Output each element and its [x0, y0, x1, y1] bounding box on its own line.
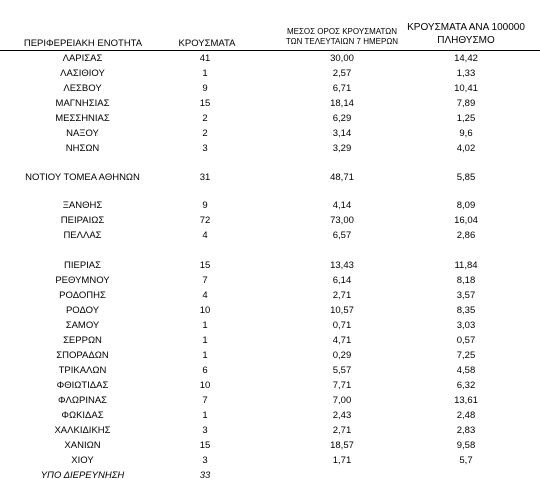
table-row — [0, 96, 540, 111]
cell-avg: 2,43 — [332, 410, 352, 421]
cell-region: ΦΩΚΙΔΑΣ — [61, 410, 104, 421]
cell-avg: 13,43 — [330, 260, 354, 271]
cell-cases: 15 — [199, 440, 211, 451]
cell-per-100k: 5,7 — [459, 455, 473, 466]
cell-region: ΦΘΙΩΤΙΔΑΣ — [56, 380, 109, 391]
cell-region: ΣΑΜΟΥ — [65, 320, 100, 331]
table-row — [0, 453, 540, 468]
cell-avg: 0,71 — [332, 320, 352, 331]
table-row — [0, 213, 540, 228]
cell-cases: 3 — [202, 455, 208, 466]
table-row — [0, 393, 540, 408]
table-row — [0, 273, 540, 288]
cell-per-100k: 8,09 — [456, 200, 476, 211]
table-row — [0, 126, 540, 141]
cell-region: ΧΙΟΥ — [71, 455, 94, 466]
header-cases: ΚΡΟΥΣΜΑΤΑ — [178, 38, 236, 49]
cell-cases: 72 — [199, 215, 211, 226]
cell-region: ΤΡΙΚΑΛΩΝ — [58, 365, 107, 376]
table-row — [0, 51, 540, 66]
cell-avg: 7,00 — [332, 395, 352, 406]
cell-avg: 4,71 — [332, 335, 352, 346]
cell-avg: 2,71 — [332, 290, 352, 301]
table-row — [0, 81, 540, 96]
cell-per-100k: 2,48 — [456, 410, 476, 421]
cell-cases: 6 — [202, 365, 208, 376]
cell-avg: 3,29 — [332, 143, 352, 154]
table-row — [0, 141, 540, 156]
cell-cases: 2 — [202, 113, 208, 124]
table-row — [0, 423, 540, 438]
cell-per-100k: 9,6 — [459, 128, 473, 139]
cell-region: ΦΛΩΡΙΝΑΣ — [57, 395, 108, 406]
cell-cases: 9 — [202, 200, 208, 211]
cell-cases: 15 — [199, 260, 211, 271]
cell-per-100k: 16,04 — [454, 215, 478, 226]
cell-avg: 3,14 — [332, 128, 352, 139]
cell-region: ΧΑΝΙΩΝ — [64, 440, 101, 451]
cell-per-100k: 4,02 — [456, 143, 476, 154]
header-avg-line2: ΤΩΝ ΤΕΛΕΥΤΑΙΩΝ 7 ΗΜΕΡΩΝ — [285, 37, 399, 46]
cell-avg: 6,14 — [332, 275, 352, 286]
table-row — [0, 408, 540, 423]
cell-per-100k: 14,42 — [454, 53, 478, 64]
cell-region: ΛΑΣΙΘΙΟΥ — [60, 68, 105, 79]
cell-avg: 6,29 — [332, 113, 352, 124]
cell-per-100k: 2,83 — [456, 425, 476, 436]
cell-per-100k: 1,25 — [456, 113, 476, 124]
table-row — [0, 198, 540, 213]
cell-per-100k: 3,03 — [456, 320, 476, 331]
cell-per-100k: 3,57 — [456, 290, 476, 301]
cell-avg: 2,71 — [332, 425, 352, 436]
cell-per-100k: 5,85 — [456, 172, 476, 183]
cell-avg: 48,71 — [330, 172, 354, 183]
cell-avg: 6,57 — [332, 230, 352, 241]
table-row — [0, 348, 540, 363]
table-row — [0, 378, 540, 393]
cell-cases: 1 — [202, 410, 208, 421]
cell-cases: 1 — [202, 320, 208, 331]
cell-per-100k: 7,89 — [456, 98, 476, 109]
cell-region: ΡΟΔΟΥ — [65, 305, 100, 316]
cell-cases: 15 — [199, 98, 211, 109]
cell-region: ΡΟΔΟΠΗΣ — [59, 290, 106, 301]
table-row — [0, 228, 540, 243]
cell-avg: 30,00 — [330, 53, 354, 64]
cell-cases: 41 — [199, 53, 211, 64]
cell-region: ΜΑΓΝΗΣΙΑΣ — [55, 98, 110, 109]
cell-per-100k: 1,33 — [456, 68, 476, 79]
cell-per-100k: 9,58 — [456, 440, 476, 451]
cell-cases: 1 — [202, 68, 208, 79]
cell-cases: 1 — [202, 350, 208, 361]
cell-region: ΝΗΣΩΝ — [65, 143, 100, 154]
header-avg-line1: ΜΕΣΟΣ ΟΡΟΣ ΚΡΟΥΣΜΑΤΩΝ — [286, 27, 398, 36]
cell-cases: 10 — [199, 305, 211, 316]
cell-avg: 18,14 — [330, 98, 354, 109]
cell-per-100k: 0,57 — [456, 335, 476, 346]
cell-region: ΝΟΤΙΟΥ ΤΟΜΕΑ ΑΘΗΝΩΝ — [25, 172, 140, 183]
cell-per-100k: 4,58 — [456, 365, 476, 376]
cell-avg: 18,57 — [330, 440, 354, 451]
cell-region: ΜΕΣΣΗΝΙΑΣ — [55, 113, 110, 124]
cell-region: ΡΕΘΥΜΝΟΥ — [55, 275, 110, 286]
table-row — [0, 170, 540, 185]
cell-avg: 1,71 — [332, 455, 352, 466]
table-row — [0, 363, 540, 378]
cell-avg: 7,71 — [332, 380, 352, 391]
header-per-100k — [400, 21, 532, 47]
cell-region: ΝΑΞΟΥ — [66, 128, 99, 139]
table-row — [0, 66, 540, 81]
table-row — [0, 318, 540, 333]
cell-cases: 3 — [202, 425, 208, 436]
cell-per-100k: 8,18 — [456, 275, 476, 286]
cell-region: ΠΕΙΡΑΙΩΣ — [60, 215, 105, 226]
cell-region: ΣΠΟΡΑΔΩΝ — [56, 350, 109, 361]
cell-per-100k: 2,86 — [456, 230, 476, 241]
header-per-line2: ΠΛΗΘΥΣΜΟ — [437, 35, 495, 46]
table-row — [0, 288, 540, 303]
cell-per-100k: 8,35 — [456, 305, 476, 316]
cell-per-100k: 6,32 — [456, 380, 476, 391]
cell-cases: 7 — [202, 275, 208, 286]
cell-avg: 0,29 — [332, 350, 352, 361]
table-row — [0, 258, 540, 273]
cell-per-100k: 13,61 — [454, 395, 478, 406]
header-per-line1: ΚΡΟΥΣΜΑΤΑ ΑΝΑ 100000 — [407, 22, 525, 33]
cell-cases: 7 — [202, 395, 208, 406]
cell-region: ΣΕΡΡΩΝ — [63, 335, 102, 346]
cell-cases: 33 — [199, 470, 211, 481]
header-region: ΠΕΡΙΦΕΡΕΙΑΚΗ ΕΝΟΤΗΤΑ — [23, 38, 143, 49]
cell-avg: 6,71 — [332, 83, 352, 94]
table-row — [0, 303, 540, 318]
cell-per-100k: 10,41 — [454, 83, 478, 94]
header-avg — [262, 27, 422, 47]
cell-avg: 10,57 — [330, 305, 354, 316]
table-row — [0, 438, 540, 453]
cell-region: ΠΙΕΡΙΑΣ — [63, 260, 102, 271]
cell-cases: 4 — [202, 230, 208, 241]
cell-region: ΠΕΛΛΑΣ — [63, 230, 102, 241]
table-row — [0, 111, 540, 126]
cell-cases: 31 — [199, 172, 211, 183]
cell-region: ΛΕΣΒΟΥ — [63, 83, 102, 94]
cell-avg: 2,57 — [332, 68, 352, 79]
cell-region: ΛΑΡΙΣΑΣ — [62, 53, 103, 64]
table-row — [0, 468, 540, 483]
cell-per-100k: 7,25 — [456, 350, 476, 361]
cell-cases: 2 — [202, 128, 208, 139]
cell-cases: 4 — [202, 290, 208, 301]
cell-cases: 1 — [202, 335, 208, 346]
cell-avg: 73,00 — [330, 215, 354, 226]
table-row — [0, 333, 540, 348]
cell-cases: 9 — [202, 83, 208, 94]
cell-region: ΥΠΟ ΔΙΕΡΕΥΝΗΣΗ — [40, 470, 125, 481]
cell-avg: 4,14 — [332, 200, 352, 211]
cell-region: ΧΑΛΚΙΔΙΚΗΣ — [54, 425, 111, 436]
cell-per-100k: 11,84 — [454, 260, 478, 271]
cell-cases: 3 — [202, 143, 208, 154]
cell-region: ΞΑΝΘΗΣ — [62, 200, 103, 211]
cell-avg: 5,57 — [332, 365, 352, 376]
cell-cases: 10 — [199, 380, 211, 391]
